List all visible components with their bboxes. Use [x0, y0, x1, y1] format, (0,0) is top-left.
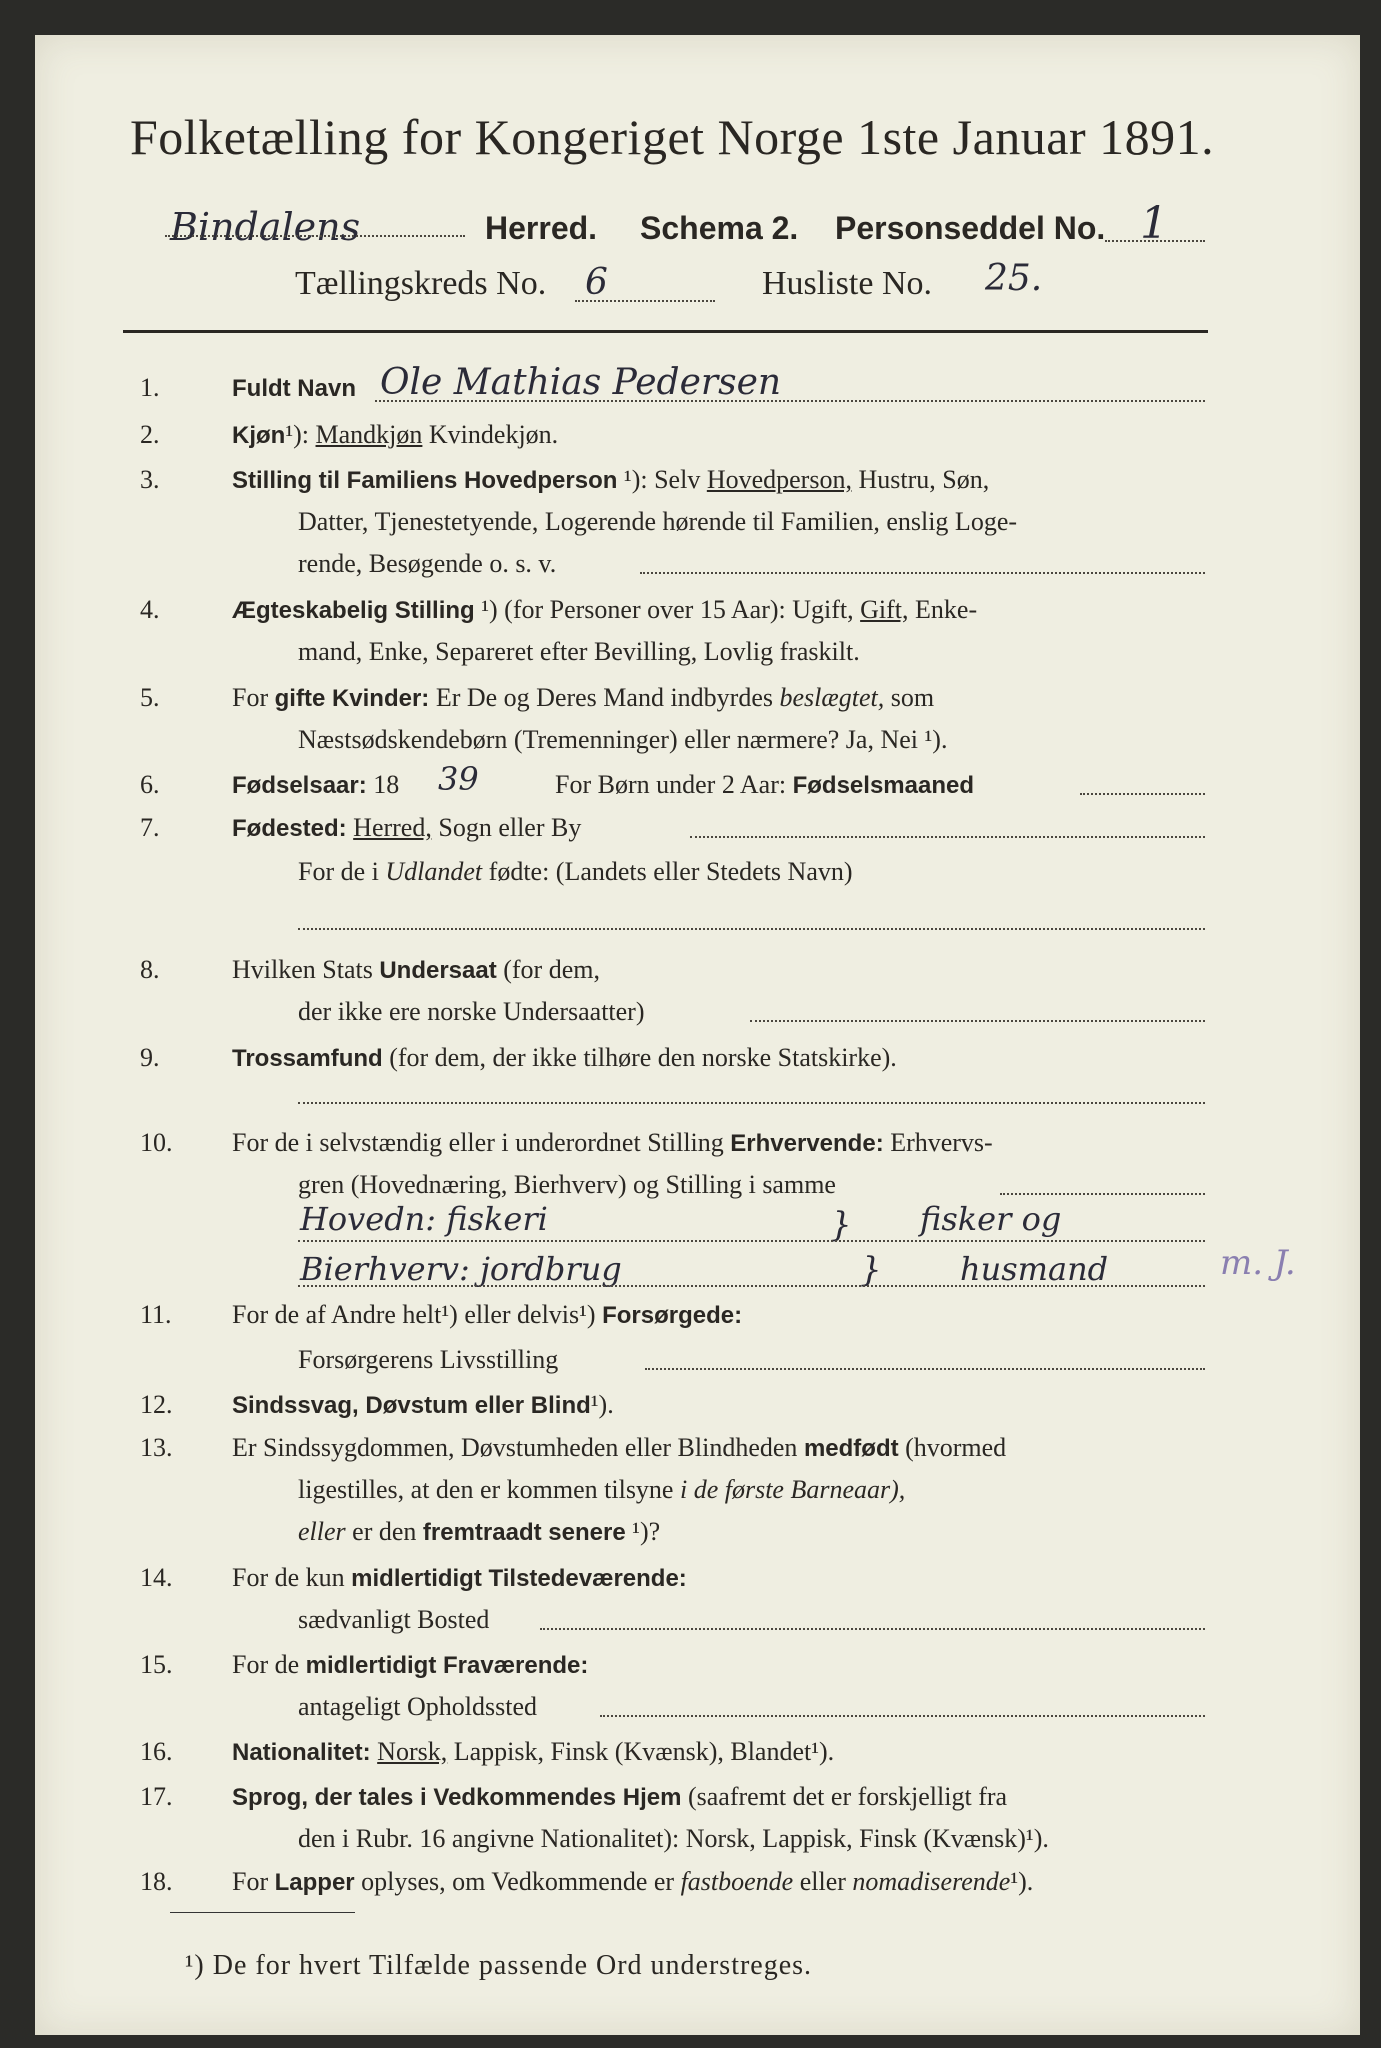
schema-label: Schema 2.: [640, 210, 799, 246]
form-title: Folketælling for Kongeriget Norge 1ste Januar 1891.: [130, 109, 1215, 165]
q13-number: 13.: [140, 1433, 173, 1462]
q6-number: 6.: [140, 770, 160, 799]
q16-line1: Nationalitet: Norsk, Lappisk, Finsk (Kvænsk), Blandet¹).: [232, 1737, 835, 1766]
q4-number: 4.: [140, 595, 160, 624]
q7-line2: For de i Udlandet fødte: (Landets eller Stedets Navn): [298, 857, 853, 886]
q18-number: 18.: [140, 1867, 173, 1896]
census-form-sheet: [35, 35, 1360, 2035]
q9-line1: Trossamfund (for dem, der ikke tilhøre den norske Statskirke).: [232, 1043, 897, 1072]
q10-line2: gren (Hovednæring, Bierhverv) og Stilling i samme: [298, 1170, 836, 1199]
q12-number: 12.: [140, 1390, 173, 1419]
q11-number: 11.: [140, 1300, 172, 1329]
q8-line2: der ikke ere norske Undersaatter): [298, 997, 645, 1026]
q15-line1: For de midlertidigt Fraværende:: [232, 1650, 589, 1679]
q11-line2: Forsørgerens Livsstilling: [298, 1345, 559, 1374]
q10-line2-dots: [1000, 1193, 1205, 1195]
q2-number: 2.: [140, 420, 160, 449]
q8-line-dots: [750, 1020, 1205, 1022]
q11-line1: For de af Andre helt¹) eller delvis¹) Forsørgede:: [232, 1300, 743, 1329]
kreds-line: [575, 300, 715, 302]
q15-line2: antageligt Opholdssted: [298, 1692, 538, 1721]
herred-label: Herred.: [485, 210, 598, 246]
q3-line1: Stilling til Familiens Hovedperson ¹): Selv Hovedperson, Hustru, Søn,: [232, 465, 990, 494]
q13-line1: Er Sindssygdommen, Døvstumheden eller Blindheden medfødt (hvormed: [232, 1433, 1007, 1462]
kreds-label: Tællingskreds No.: [295, 265, 547, 302]
husliste-value: 25.: [985, 258, 1043, 299]
q5-line2: Næstsødskendebørn (Tremenninger) eller nærmere? Ja, Nei ¹).: [298, 725, 948, 754]
q13-line3: eller er den fremtraadt senere ¹)?: [298, 1517, 661, 1546]
footnote: ¹) De for hvert Tilfælde passende Ord understreges.: [185, 1950, 813, 1981]
personseddel-label: Personseddel No.: [835, 210, 1106, 246]
q3-line2: Datter, Tjenestetyende, Logerende hørende til Familien, enslig Loge-: [298, 507, 1018, 536]
q8-number: 8.: [140, 955, 160, 984]
q10-hand-hovedn: Hovedn: fiskeri: [300, 1200, 548, 1238]
q5-line1: For gifte Kvinder: Er De og Deres Mand indbyrdes beslægtet, som: [232, 683, 935, 712]
q16-number: 16.: [140, 1737, 173, 1766]
q12-line1: Sindssvag, Døvstum eller Blind¹).: [232, 1390, 614, 1419]
header-rule: [123, 330, 1208, 333]
q14-line-dots: [540, 1628, 1205, 1630]
q17-line1: Sprog, der tales i Vedkommendes Hjem (saafremt det er forskjelligt fra: [232, 1782, 1008, 1811]
q3-line: [640, 572, 1205, 574]
q7-number: 7.: [140, 813, 160, 842]
personseddel-line: [1105, 240, 1205, 242]
q2-text: Kjøn¹): Mandkjøn Kvindekjøn.: [232, 420, 559, 449]
q6-line-dots: [1080, 793, 1205, 795]
q17-number: 17.: [140, 1782, 173, 1811]
q18-line1: For Lapper oplyses, om Vedkommende er fastboende eller nomadiserende¹).: [232, 1867, 1034, 1896]
q15-line-dots: [600, 1715, 1205, 1717]
q14-line1: For de kun midlertidigt Tilstedeværende:: [232, 1563, 687, 1592]
q10-hand-husmand: husmand: [960, 1250, 1109, 1288]
q6-year-value: 39: [438, 760, 479, 798]
q3-line3: rende, Besøgende o. s. v.: [298, 549, 557, 578]
q9-number: 9.: [140, 1043, 160, 1072]
q1-line: [375, 400, 1205, 402]
q10-number: 10.: [140, 1128, 173, 1157]
q10-hand-bierhverv: Bierhverv: jordbrug: [300, 1250, 622, 1288]
herred-value: Bindalens: [170, 205, 361, 249]
q3-number: 3.: [140, 465, 160, 494]
kreds-value: 6: [585, 262, 608, 303]
q10-brace-2: }: [860, 1250, 882, 1290]
q15-number: 15.: [140, 1650, 173, 1679]
q8-line1: Hvilken Stats Undersaat (for dem,: [232, 955, 600, 984]
q6-line: Fødselsaar: 18: [232, 770, 400, 799]
husliste-label: Husliste No.: [762, 265, 932, 302]
q7-line-dots: [690, 836, 1205, 838]
q13-line2: ligestilles, at den er kommen tilsyne i de første Barneaar),: [298, 1475, 906, 1504]
personseddel-value: 1: [1140, 198, 1168, 249]
q6-rest: For Børn under 2 Aar: Fødselsmaaned: [555, 770, 974, 799]
q10-brace-1: }: [830, 1205, 852, 1245]
q14-line2: sædvanligt Bosted: [298, 1605, 490, 1634]
q11-line-dots: [645, 1368, 1205, 1370]
q10-hand-fisker: fisker og: [920, 1200, 1062, 1238]
q10-line4: [298, 1285, 1205, 1287]
q1-name-value: Ole Mathias Pedersen: [380, 362, 782, 403]
q1-number: 1.: [140, 373, 160, 402]
q10-line3: [298, 1240, 1205, 1242]
q7-blank-line: [298, 928, 1205, 930]
q5-number: 5.: [140, 683, 160, 712]
footnote-rule: [170, 1912, 355, 1913]
q7-line1: Fødested: Herred, Sogn eller By: [232, 813, 582, 842]
q4-line2: mand, Enke, Separeret efter Bevilling, Lovlig fraskilt.: [298, 637, 860, 666]
q4-line1: Ægteskabelig Stilling ¹) (for Personer over 15 Aar): Ugift, Gift, Enke-: [232, 595, 978, 624]
q10-annotation-mj: m. J.: [1220, 1243, 1296, 1283]
q10-line1: For de i selvstændig eller i underordnet Stilling Erhvervende: Erhvervs-: [232, 1128, 993, 1157]
q1-label: Fuldt Navn: [232, 375, 356, 402]
q9-blank-line: [298, 1102, 1205, 1104]
q17-line2: den i Rubr. 16 angivne Nationalitet): Norsk, Lappisk, Finsk (Kvænsk)¹).: [298, 1824, 1049, 1853]
q14-number: 14.: [140, 1563, 173, 1592]
herred-line: [165, 235, 465, 237]
